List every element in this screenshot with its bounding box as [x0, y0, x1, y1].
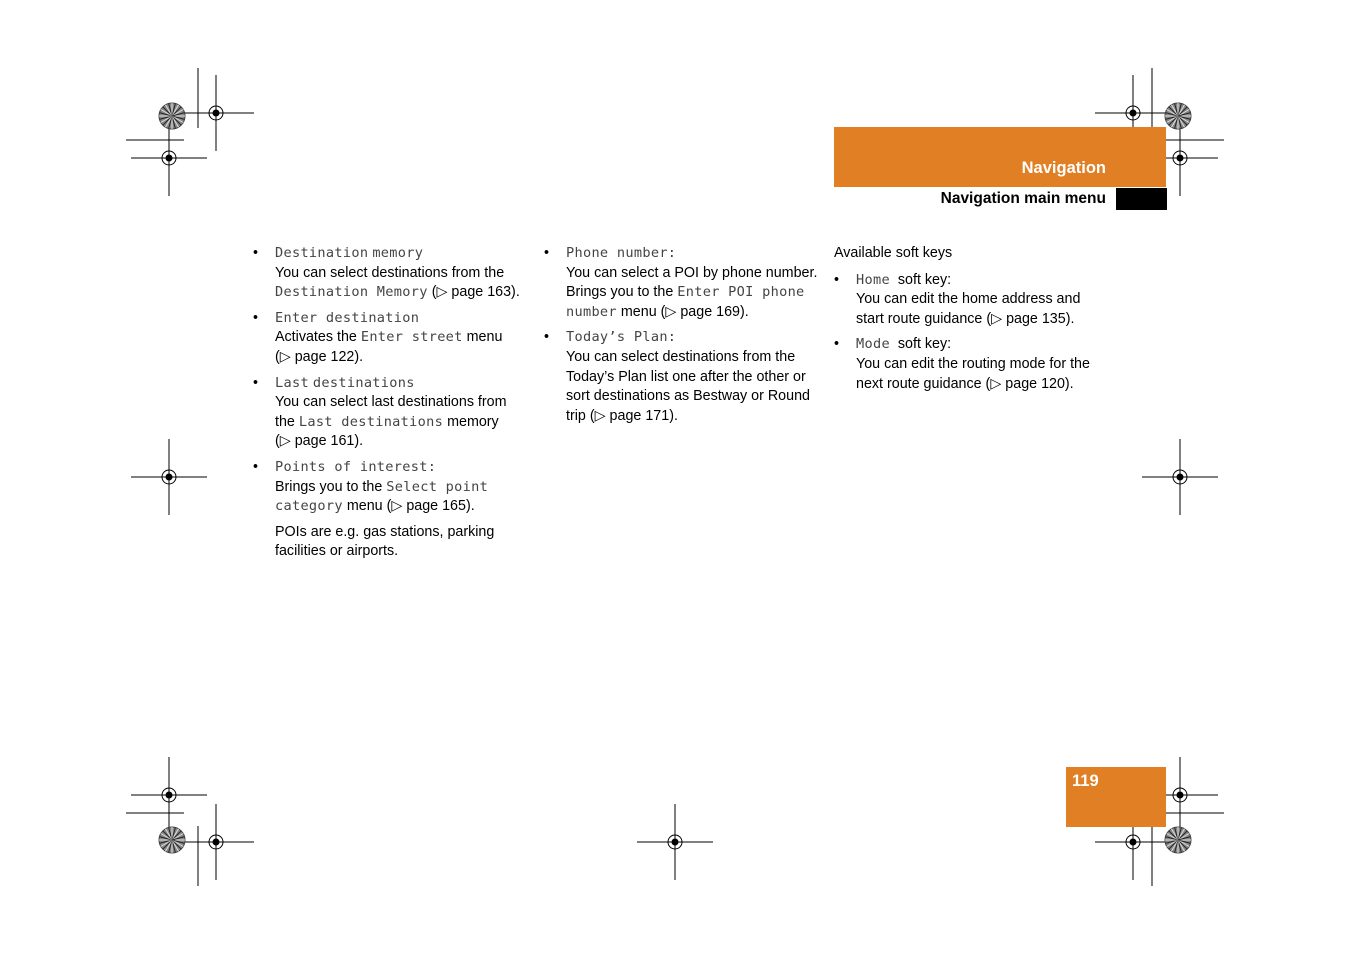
bullet: • — [253, 458, 259, 475]
softkey-label: destinations — [312, 374, 415, 391]
color-wheel-icon — [159, 827, 185, 853]
softkey-label: Enter destination — [275, 309, 420, 326]
registration-target-icon — [637, 804, 713, 880]
section-title: Navigation — [1021, 159, 1106, 177]
note-line: POIs are e.g. gas stations, parking — [275, 523, 495, 540]
column-2 — [544, 244, 824, 432]
column-1 — [253, 244, 533, 562]
bullet: • — [253, 309, 259, 326]
menu-name: Destination Memory — [275, 284, 428, 301]
description: soft key: — [897, 336, 952, 353]
page-number-box — [1066, 767, 1166, 827]
page-ref: (▷ page 163). — [431, 284, 520, 301]
description: You can select a POI by phone number. — [566, 264, 818, 281]
registration-target-icon — [131, 439, 207, 515]
page-ref: start route guidance (▷ page 135). — [856, 310, 1075, 327]
description: Brings you to the — [566, 284, 674, 301]
color-wheel-icon — [159, 103, 185, 129]
registration-target-icon — [178, 75, 254, 151]
registration-target-icon — [131, 757, 207, 833]
description: sort destinations as Bestway or Round — [566, 388, 810, 405]
bullet: • — [544, 245, 550, 261]
page-number: 119 — [1072, 772, 1099, 790]
page-ref: (▷ page 161). — [275, 433, 364, 450]
page-ref: menu (▷ page 169). — [620, 303, 749, 320]
description: soft key: — [897, 271, 952, 288]
menu-name: Select point — [386, 478, 489, 495]
menu-name: Enter street — [360, 329, 463, 346]
color-wheel-icon — [1165, 103, 1191, 129]
soft-keys-heading: Available soft keys — [834, 245, 953, 261]
softkey-label: Home — [856, 271, 890, 288]
bullet: • — [253, 374, 259, 391]
softkey-label: Last — [275, 374, 309, 391]
bullet: • — [834, 271, 840, 288]
description: You can select destinations from the — [566, 348, 796, 365]
softkey-label: Mode — [856, 336, 890, 353]
bullet: • — [544, 329, 550, 346]
page-ref: menu (▷ page 165). — [346, 498, 475, 515]
page-ref: (▷ page 122). — [275, 348, 364, 365]
softkey-label: Points of interest: — [275, 458, 437, 475]
bullet: • — [253, 245, 259, 261]
description: You can select last destinations from — [275, 394, 507, 411]
softkey-label: Today’s Plan: — [566, 329, 677, 346]
list-item — [544, 328, 824, 426]
list-item — [253, 374, 533, 452]
page-subtitle: Navigation main menu — [940, 190, 1106, 207]
page-ref: trip (▷ page 171). — [566, 407, 678, 424]
list-item — [253, 244, 533, 303]
registration-target-icon — [131, 120, 207, 196]
menu-name: category — [275, 498, 343, 515]
color-wheel-icon — [1165, 827, 1191, 853]
description: Brings you to the — [275, 478, 383, 495]
list-item — [834, 271, 1124, 330]
softkey-label: Destination — [275, 245, 369, 261]
menu-name: number — [566, 303, 617, 320]
description: the — [275, 413, 295, 430]
list-item — [834, 335, 1124, 394]
black-tab — [1116, 188, 1167, 210]
softkey-label: Phone number: — [566, 245, 677, 261]
list-item — [253, 458, 533, 517]
menu-name: Last destinations — [298, 413, 444, 430]
bullet: • — [834, 336, 840, 353]
list-item — [544, 244, 824, 322]
description: You can edit the home address and — [856, 291, 1081, 308]
description: memory — [447, 413, 499, 430]
note-line: facilities or airports. — [275, 543, 399, 560]
description: menu — [466, 329, 503, 346]
page-ref: next route guidance (▷ page 120). — [856, 375, 1074, 392]
section-header — [834, 127, 1166, 187]
menu-name: Enter POI phone — [677, 284, 805, 301]
description: Activates the — [275, 329, 357, 346]
registration-target-icon — [178, 804, 254, 880]
column-3 — [834, 244, 1124, 400]
list-item — [253, 309, 533, 368]
note — [253, 523, 533, 562]
description: You can edit the routing mode for the — [856, 355, 1090, 372]
description: Today’s Plan list one after the other or — [566, 368, 806, 385]
softkey-label: memory — [372, 245, 424, 261]
registration-target-icon — [1142, 439, 1218, 515]
description: You can select destinations from the — [275, 264, 505, 281]
